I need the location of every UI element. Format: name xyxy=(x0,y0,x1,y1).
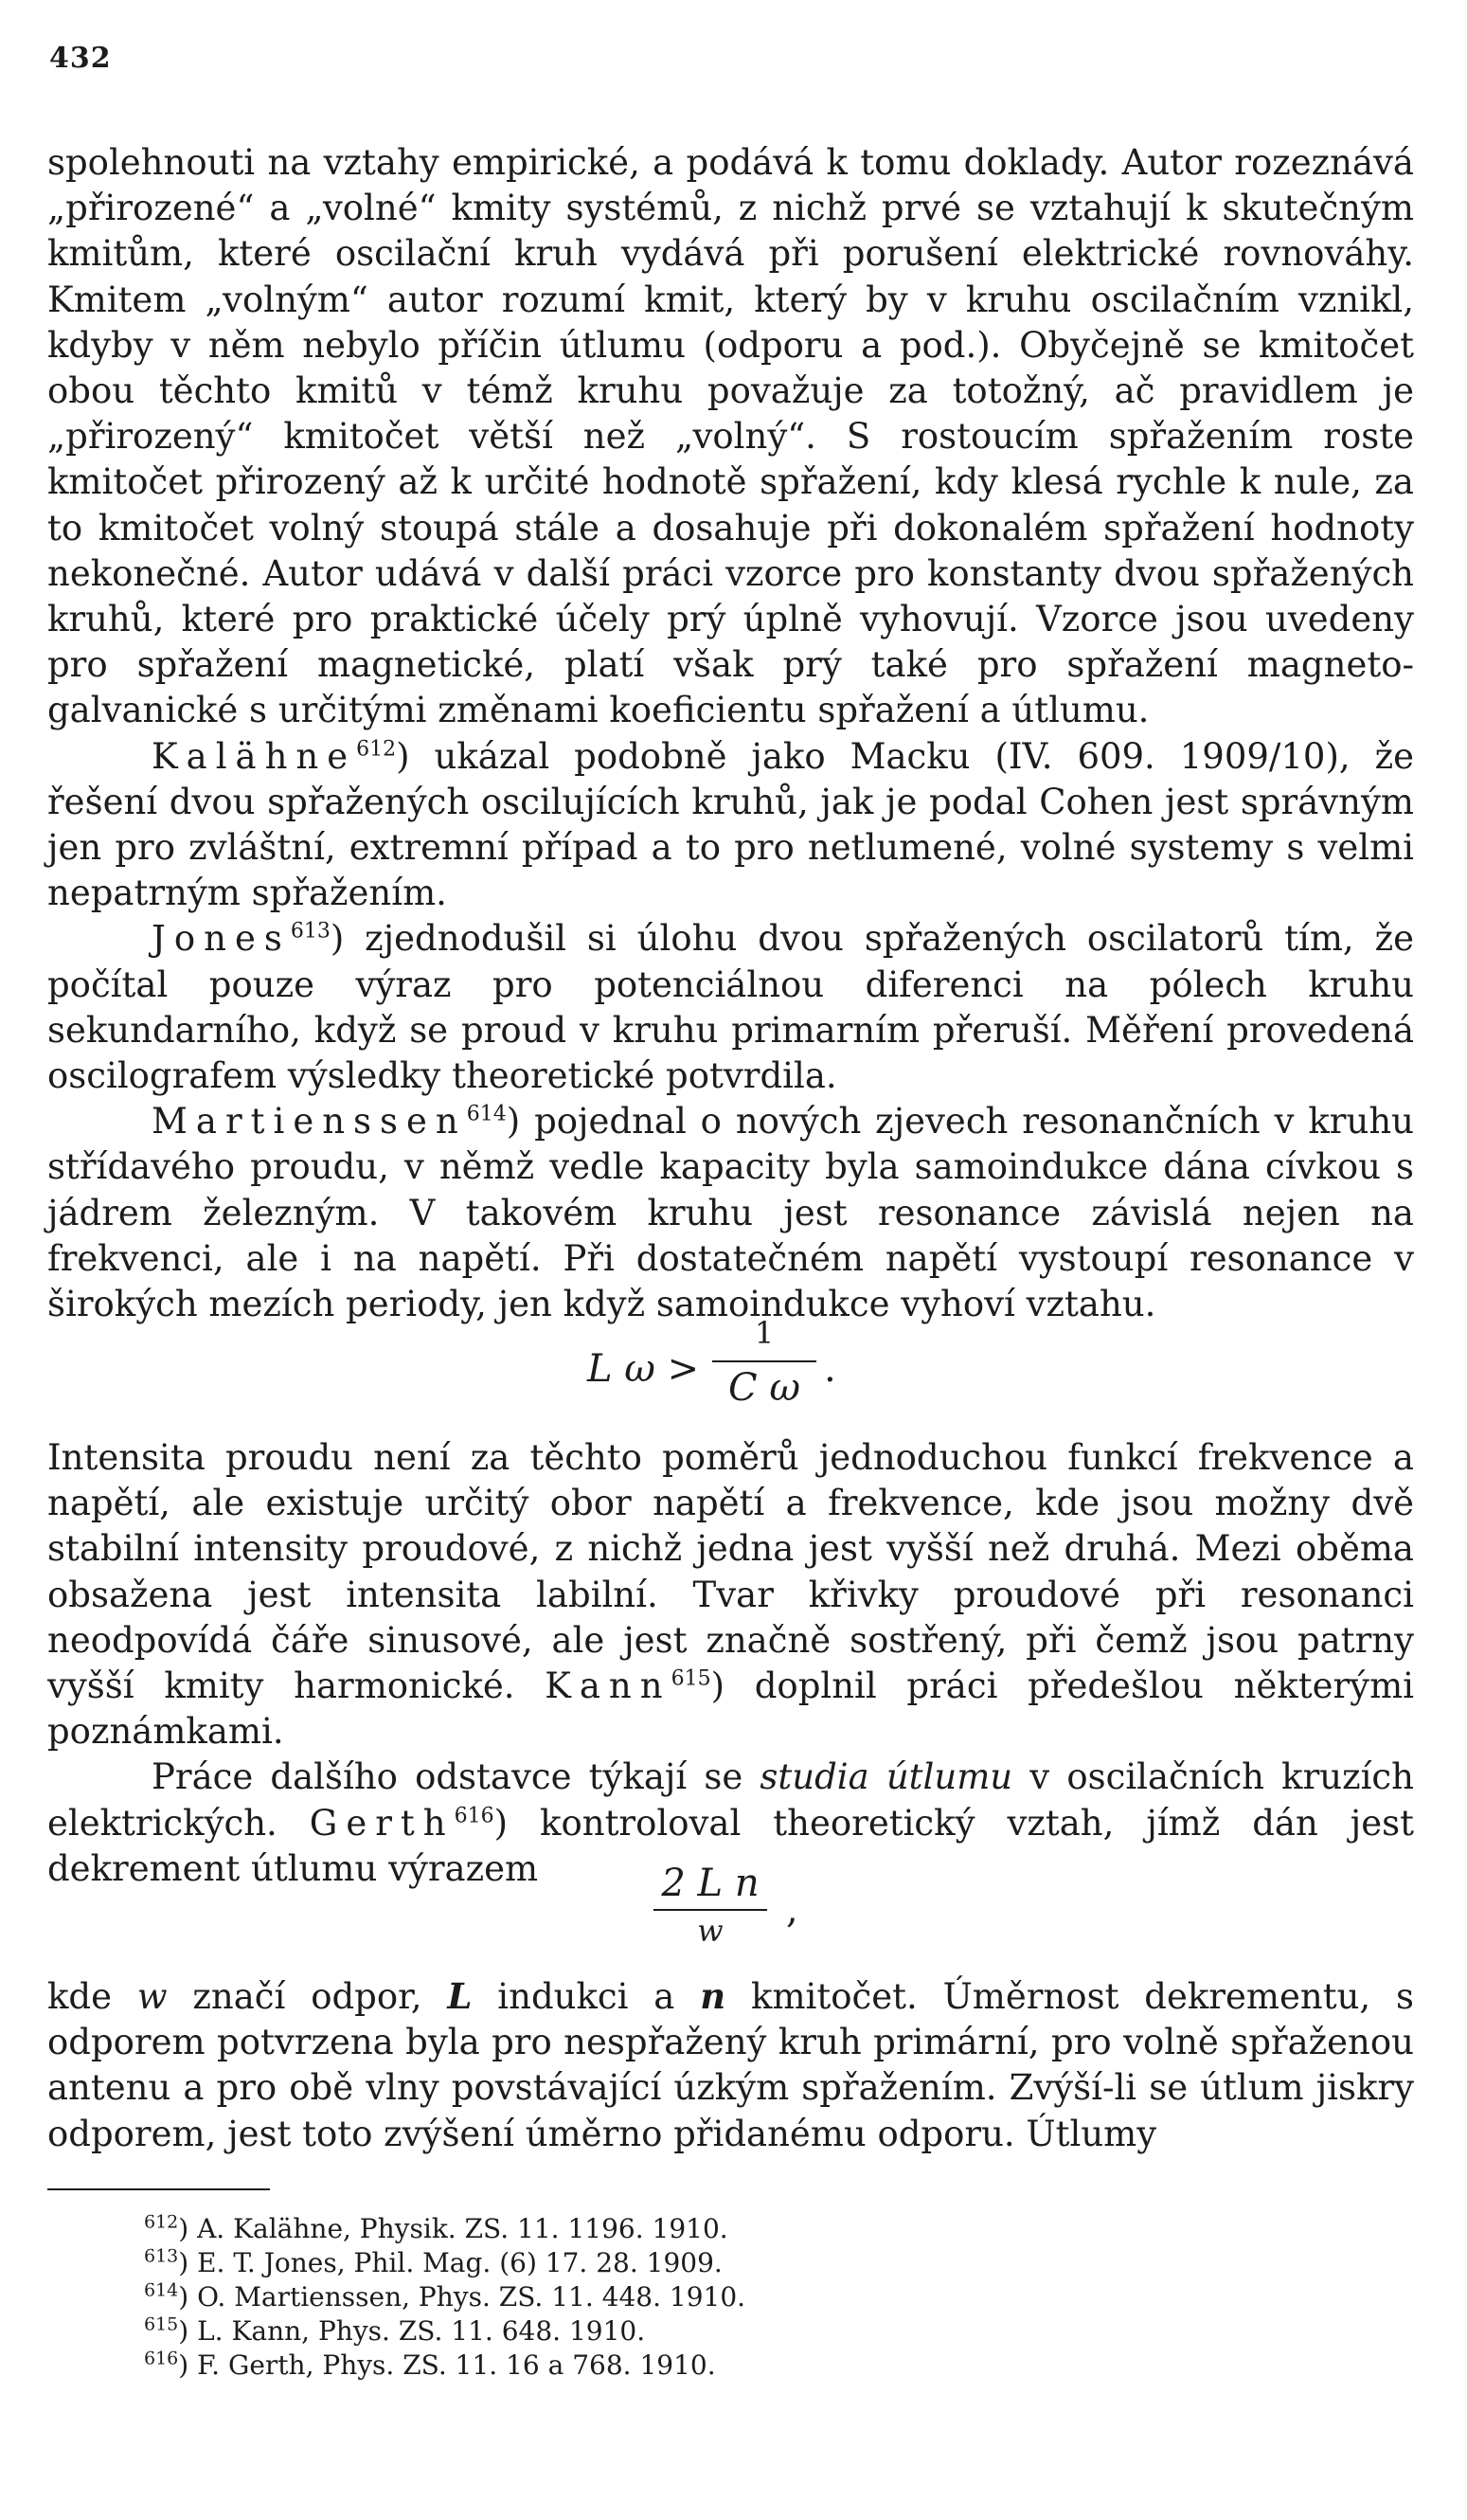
formula-decrement-denominator: w xyxy=(697,1913,724,1949)
author-gerth: Gerth xyxy=(309,1802,455,1844)
footnote-text: ) L. Kann, Phys. ZS. 11. 648. 1910. xyxy=(178,2315,646,2347)
paragraph-dekrement-text-b: značí odpor, xyxy=(167,1976,448,2017)
footnote-text: ) E. T. Jones, Phil. Mag. (6) 17. 28. 1909. xyxy=(178,2247,723,2278)
paragraph-dekrement-text-a: kde xyxy=(47,1976,137,2017)
author-jones: Jones xyxy=(152,918,291,960)
formula-decrement-numerator: 2 L n xyxy=(661,1862,760,1905)
formula-resonance xyxy=(587,1315,852,1429)
text-block-upper xyxy=(47,140,1414,1327)
footnote-marker: 615 xyxy=(144,2313,179,2335)
paragraph-dekrement-text-d: kmitočet. Úměrnost dekrementu, s odporem potvrzena byla pro nespřažený kruh primární, pro volně spřaženou antenu a pro obě vlny povstávající úzkým spřažením. Zvýší-li se útlum jiskry odporem, jest toto zvýšení úměrno přidanému odporu. Útlumy xyxy=(47,1976,1415,2154)
paragraph-utlum-text-b: v oscilačních kruzích elektrických. xyxy=(47,1756,1414,1844)
paragraph-jones-text: ) zjednodušil si úlohu dvou spřažených oscilatorů tím, že počítal pouze výraz pro potenciálnou diferenci na pólech kruhu sekundarního, když se proud v kruhu primarním přeruší. Měření provedená oscilografem výsledky theoretické potvrdila. xyxy=(47,918,1414,1097)
symbol-L: L xyxy=(447,1975,473,2017)
author-kalahne: Kalähne xyxy=(152,735,357,777)
footnote-616 xyxy=(144,2349,745,2383)
footnotes xyxy=(144,2212,745,2383)
footnote-divider xyxy=(47,2188,270,2190)
paragraph-utlum-text-c: ) kontroloval theoretický vztah, jímž dán jest dekrement útlumu výrazem xyxy=(47,1802,1414,1889)
ref-614: 614 xyxy=(466,1102,507,1126)
formula-decrement-comma: , xyxy=(786,1888,798,1932)
paragraph-kalahne-text: ) ukázal podobně jako Macku (IV. 609. 1909/10), že řešení dvou spřažených oscilujících kruhů, jak je podal Cohen jest správným jen pro zvláštní, extremní případ a to pro netlumené, volné systemy s velmi nepatrným spřažením. xyxy=(47,735,1414,914)
ref-612: 612 xyxy=(356,737,397,762)
footnote-615 xyxy=(144,2314,745,2349)
author-kann: Kann xyxy=(545,1665,671,1707)
footnote-614 xyxy=(144,2280,745,2314)
symbol-w: w xyxy=(136,1976,168,2017)
text-block-middle xyxy=(47,1435,1414,1892)
formula-resonance-period: . xyxy=(824,1347,836,1391)
paragraph-dekrement-text-c: indukci a xyxy=(472,1976,701,2017)
paragraph-jones xyxy=(47,916,1414,1099)
emphasis-studia-utlumu: studia útlumu xyxy=(760,1756,1013,1798)
footnote-613 xyxy=(144,2246,745,2280)
text-block-lower xyxy=(47,1973,1414,2157)
footnote-marker: 612 xyxy=(144,2211,179,2233)
footnote-text: ) A. Kalähne, Physik. ZS. 11. 1196. 1910. xyxy=(178,2213,728,2244)
paragraph-dekrement xyxy=(47,1973,1414,2157)
formula-resonance-fraction-bar xyxy=(712,1360,816,1362)
paragraph-intro-text: spolehnouti na vztahy empirické, a podává k tomu doklady. Autor rozeznává „přirozené“ a „volné“ kmity systémů, z nichž prvé se vztahují k skutečným kmitům, které oscilační kruh vydává při porušení elektrické rovnováhy. Kmitem „volným“ autor rozumí kmit, který by v kruhu oscilačním vznikl, kdyby v něm nebylo příčin útlumu (odporu a pod.). Obyčejně se kmitočet obou těchto kmitů v témž kruhu považuje za totožný, ač pravidlem je „přirozený“ kmitočet větší než „volný“. S rostoucím spřažením roste kmitočet přirozený až k určité hodnotě spřažení, kdy klesá rychle k nule, za to kmitočet volný stoupá stále a dosahuje při dokonalém spřažení hodnoty nekonečné. Autor udává v další práci vzorce pro konstanty dvou spřažených kruhů, které pro praktické účely prý úplně vyhovují. Vzorce jsou uvedeny pro spřažení magnetické, platí však prý také pro spřažení magneto-galvanické s určitými změnami koeficientu spřažení a útlumu. xyxy=(47,142,1414,731)
formula-resonance-numerator: 1 xyxy=(754,1315,775,1351)
symbol-n: n xyxy=(700,1975,726,2017)
formula-resonance-denominator: C ω xyxy=(728,1366,800,1410)
formula-decrement-fraction-bar xyxy=(653,1909,767,1911)
formula-resonance-lhs: L ω > xyxy=(587,1347,700,1391)
paragraph-intensita-text: Intensita proudu není za těchto poměrů jednoduchou funkcí frekvence a napětí, ale existuje určitý obor napětí a frekvence, kde jsou možny dvě stabilní intensity proudové, z nichž jedna jest vyšší než druhá. Mezi oběma obsažena jest intensita labilní. Tvar křivky proudové při resonanci neodpovídá čáře sinusové, ale jest značně sostřený, při čemž jsou patrny vyšší kmity harmonické. xyxy=(47,1437,1414,1707)
footnote-marker: 614 xyxy=(144,2279,179,2301)
paragraph-intro xyxy=(47,140,1414,734)
footnote-marker: 613 xyxy=(144,2245,179,2267)
paragraph-intensita-text-end: ) doplnil práci předešlou některými poznámkami. xyxy=(47,1665,1414,1753)
footnote-612 xyxy=(144,2212,745,2246)
formula-decrement xyxy=(644,1862,833,1966)
ref-616: 616 xyxy=(454,1804,494,1828)
paragraph-martienssen xyxy=(47,1099,1414,1327)
footnote-marker: 616 xyxy=(144,2348,179,2369)
footnote-text: ) F. Gerth, Phys. ZS. 11. 16 a 768. 1910. xyxy=(178,2349,716,2381)
paragraph-martienssen-text: ) pojednal o nových zjevech resonančních v kruhu střídavého proudu, v němž vedle kapacity byla samoindukce dána cívkou s jádrem železným. V takovém kruhu jest resonance závislá nejen na frekvenci, ale i na napětí. Při dostatečném napětí vystoupí resonance v širokých mezích periody, jen když samoindukce vyhoví vztahu. xyxy=(47,1101,1414,1325)
ref-613: 613 xyxy=(290,920,331,945)
author-martienssen: Martienssen xyxy=(152,1101,467,1143)
footnote-text: ) O. Martienssen, Phys. ZS. 11. 448. 1910. xyxy=(178,2281,746,2313)
paragraph-kalahne xyxy=(47,734,1414,917)
paragraph-utlum-text-a: Práce dalšího odstavce týkají se xyxy=(152,1756,760,1798)
page-number: 432 xyxy=(49,42,112,75)
ref-615: 615 xyxy=(671,1666,711,1691)
paragraph-intensita xyxy=(47,1435,1414,1755)
